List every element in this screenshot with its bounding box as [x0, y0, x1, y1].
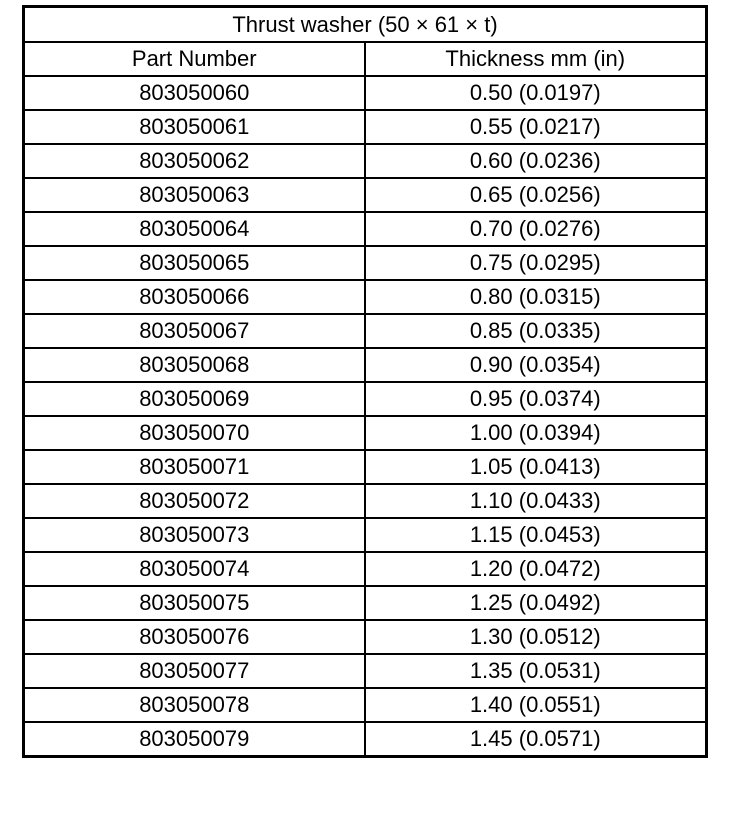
table-row — [24, 518, 707, 552]
table-row — [24, 552, 707, 586]
thickness-cell: 0.60 (0.0236) — [365, 144, 707, 178]
title-row — [24, 7, 707, 43]
thickness-cell: 1.00 (0.0394) — [365, 416, 707, 450]
part-number-cell: 803050073 — [24, 518, 365, 552]
part-number-cell: 803050064 — [24, 212, 365, 246]
table-row — [24, 246, 707, 280]
part-number-cell: 803050071 — [24, 450, 365, 484]
thickness-cell: 0.80 (0.0315) — [365, 280, 707, 314]
part-number-cell: 803050072 — [24, 484, 365, 518]
thrust-washer-table — [22, 5, 708, 758]
thickness-cell: 0.95 (0.0374) — [365, 382, 707, 416]
part-number-cell: 803050070 — [24, 416, 365, 450]
thickness-cell: 0.90 (0.0354) — [365, 348, 707, 382]
table-row — [24, 76, 707, 110]
thickness-cell: 1.05 (0.0413) — [365, 450, 707, 484]
part-number-cell: 803050062 — [24, 144, 365, 178]
table-row — [24, 280, 707, 314]
thickness-cell: 1.40 (0.0551) — [365, 688, 707, 722]
table-row — [24, 314, 707, 348]
part-number-cell: 803050075 — [24, 586, 365, 620]
table-body — [24, 76, 707, 757]
table-row — [24, 688, 707, 722]
table-row — [24, 416, 707, 450]
table-row — [24, 586, 707, 620]
table-head — [24, 7, 707, 77]
part-number-cell: 803050060 — [24, 76, 365, 110]
table-row — [24, 484, 707, 518]
thickness-cell: 1.10 (0.0433) — [365, 484, 707, 518]
table-row — [24, 722, 707, 757]
table-row — [24, 212, 707, 246]
column-header-part-number: Part Number — [24, 42, 365, 76]
thickness-cell: 0.85 (0.0335) — [365, 314, 707, 348]
table-row — [24, 144, 707, 178]
thickness-cell: 0.65 (0.0256) — [365, 178, 707, 212]
table-row — [24, 450, 707, 484]
thickness-cell: 0.55 (0.0217) — [365, 110, 707, 144]
part-number-cell: 803050061 — [24, 110, 365, 144]
thickness-cell: 1.45 (0.0571) — [365, 722, 707, 757]
table-row — [24, 178, 707, 212]
thickness-cell: 1.15 (0.0453) — [365, 518, 707, 552]
table-row — [24, 110, 707, 144]
part-number-cell: 803050066 — [24, 280, 365, 314]
thickness-cell: 1.30 (0.0512) — [365, 620, 707, 654]
thickness-cell: 0.75 (0.0295) — [365, 246, 707, 280]
column-header-thickness: Thickness mm (in) — [365, 42, 707, 76]
part-number-cell: 803050069 — [24, 382, 365, 416]
part-number-cell: 803050074 — [24, 552, 365, 586]
part-number-cell: 803050077 — [24, 654, 365, 688]
thickness-cell: 1.35 (0.0531) — [365, 654, 707, 688]
table-row — [24, 382, 707, 416]
part-number-cell: 803050063 — [24, 178, 365, 212]
table-row — [24, 348, 707, 382]
thickness-cell: 0.50 (0.0197) — [365, 76, 707, 110]
thickness-cell: 0.70 (0.0276) — [365, 212, 707, 246]
thickness-cell: 1.20 (0.0472) — [365, 552, 707, 586]
part-number-cell: 803050078 — [24, 688, 365, 722]
part-number-cell: 803050079 — [24, 722, 365, 757]
header-row — [24, 42, 707, 76]
part-number-cell: 803050067 — [24, 314, 365, 348]
table-row — [24, 654, 707, 688]
part-number-cell: 803050076 — [24, 620, 365, 654]
part-number-cell: 803050065 — [24, 246, 365, 280]
part-number-cell: 803050068 — [24, 348, 365, 382]
thickness-cell: 1.25 (0.0492) — [365, 586, 707, 620]
table-title: Thrust washer (50 × 61 × t) — [24, 7, 707, 43]
table-row — [24, 620, 707, 654]
